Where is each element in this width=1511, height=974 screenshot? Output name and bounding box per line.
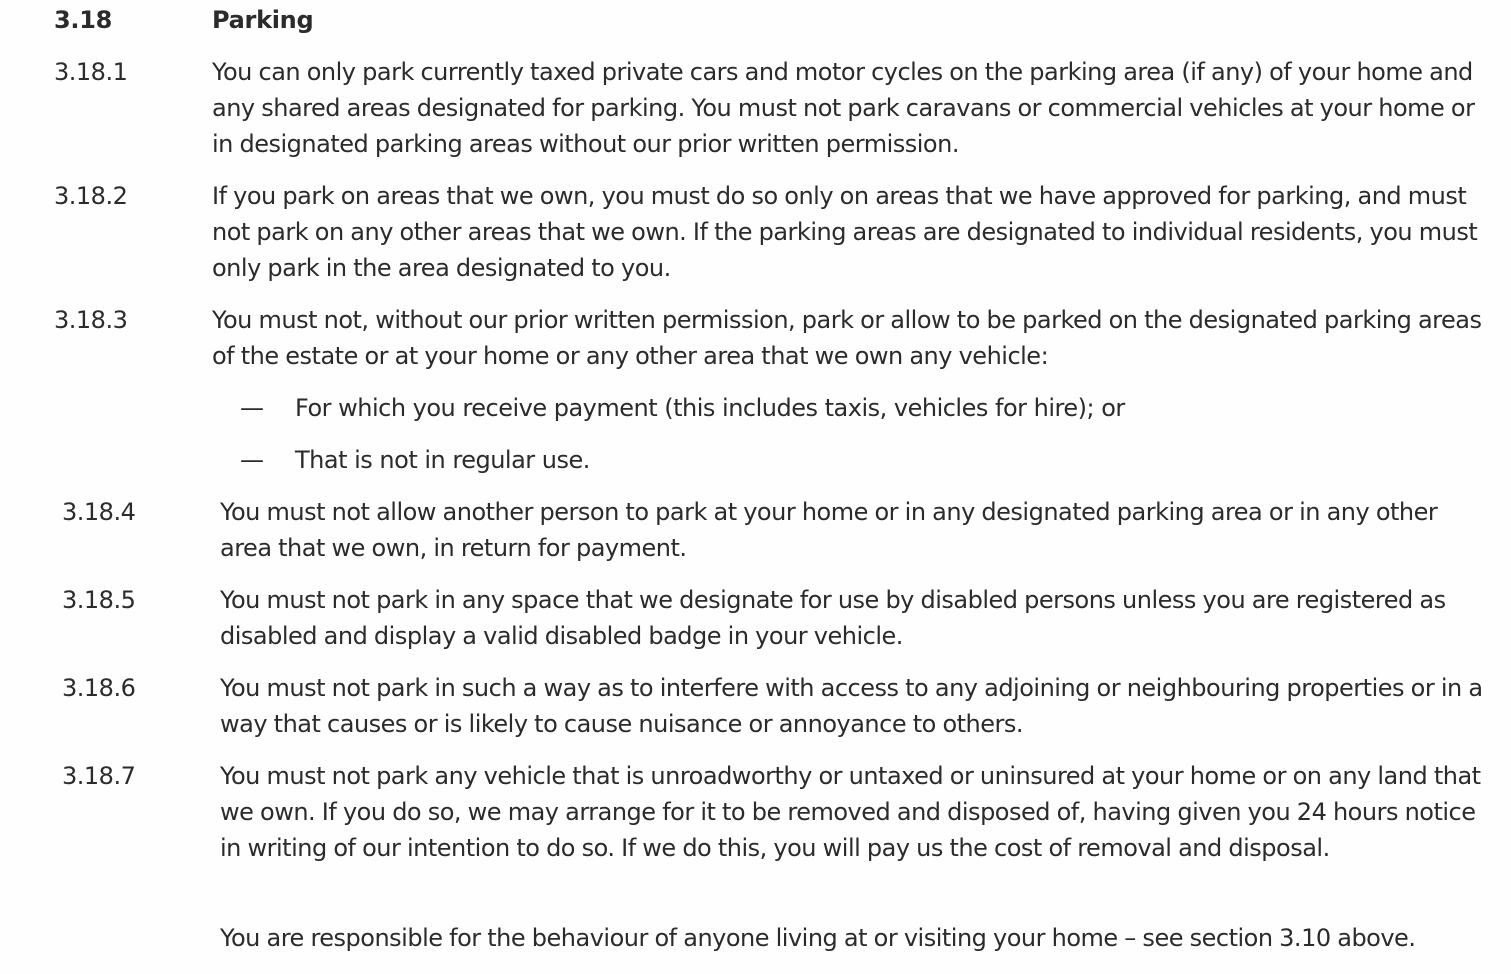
clause-number: 3.18.4 bbox=[62, 498, 136, 526]
clause-text: You must not park any vehicle that is unroadworthy or untaxed or uninsured at your home or on any land that we own. If you do so, we may arrange for it to be removed and disposed of, having given you 24 hours notice in writing of our intention to do so. If we do this, you will pay us the cost of removal and disposal. bbox=[220, 762, 1481, 862]
clause-number: 3.18.2 bbox=[54, 182, 128, 210]
bullet-text: For which you receive payment (this includes taxis, vehicles for hire); or bbox=[295, 394, 1125, 422]
bullet-item bbox=[240, 442, 590, 478]
clause-text: You must not allow another person to park at your home or in any designated parking area or in any other area that we own, in return for payment. bbox=[220, 498, 1438, 562]
clause-text: You must not park in such a way as to interfere with access to any adjoining or neighbouring properties or in a way that causes or is likely to cause nuisance or annoyance to others. bbox=[220, 674, 1483, 738]
clause-text: You can only park currently taxed private cars and motor cycles on the parking area (if any) of your home and any shared areas designated for parking. You must not park caravans or commercial vehicles at your home or in designated parking areas without our prior written permission. bbox=[212, 58, 1475, 158]
clause-number: 3.18.5 bbox=[62, 586, 136, 614]
dash-marker: — bbox=[240, 394, 264, 422]
bullet-item bbox=[240, 390, 1125, 426]
dash-marker: — bbox=[240, 446, 264, 474]
bullet-text: That is not in regular use. bbox=[295, 446, 590, 474]
section-title: Parking bbox=[212, 6, 314, 34]
section-number: 3.18 bbox=[54, 6, 113, 34]
clause-text: You must not park in any space that we designate for use by disabled persons unless you are registered as disabled and display a valid disabled badge in your vehicle. bbox=[220, 586, 1446, 650]
clause-number: 3.18.1 bbox=[54, 58, 128, 86]
clause-text: You must not, without our prior written permission, park or allow to be parked on the designated parking areas of the estate or at your home or any other area that we own any vehicle: bbox=[212, 306, 1482, 370]
clause-number: 3.18.7 bbox=[62, 762, 136, 790]
clause-number: 3.18.3 bbox=[54, 306, 128, 334]
clause-text: If you park on areas that we own, you must do so only on areas that we have approved for parking, and must not park on any other areas that we own. If the parking areas are designated to individual residents, you must only park in the area designated to you. bbox=[212, 182, 1478, 282]
clause-number: 3.18.6 bbox=[62, 674, 136, 702]
closing-note: You are responsible for the behaviour of anyone living at or visiting your home – see section 3.10 above. bbox=[220, 924, 1416, 952]
